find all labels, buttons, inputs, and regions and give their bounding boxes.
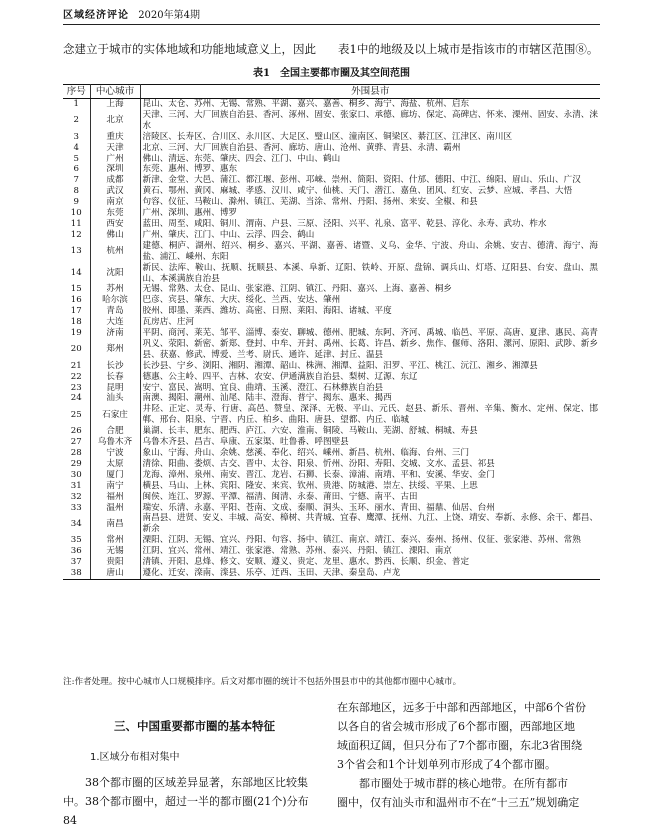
row-center-city: 佛山	[90, 230, 140, 241]
row-counties: 乌鲁木齐县、昌吉、阜康、五家渠、吐鲁番、呼图壁县	[142, 437, 349, 448]
table-row	[63, 513, 600, 535]
row-index: 21	[63, 361, 90, 372]
row-counties: 广州、深圳、惠州、博罗	[142, 208, 238, 219]
table-row	[63, 110, 600, 132]
table-row	[63, 404, 600, 426]
row-counties: 井陉、正定、灵寿、行唐、高邑、赞皇、深泽、无极、平山、元氏、赵县、新乐、晋州、辛集、衡水、定州、保定、邯郸、邢台、阳泉、宁晋、内丘、柏乡、曲阳、唐县、望都、内丘、临城	[142, 404, 598, 426]
table-row	[63, 263, 600, 285]
row-counties: 黄石、鄂州、黄冈、麻城、孝感、汉川、咸宁、仙桃、天门、潜江、嘉鱼、团风、红安、云梦、应城、孝昌、大悟	[142, 186, 573, 197]
intro-right-line: 表1中的地级及以上城市是指该市的市辖区范围⑧。	[338, 42, 599, 56]
row-index: 18	[63, 317, 90, 328]
row-counties: 昆山、太仓、苏州、无锡、常熟、平湖、嘉兴、嘉善、桐乡、海宁、海盐、杭州、启东	[142, 99, 470, 109]
row-center-city: 武汉	[90, 186, 140, 197]
row-index: 29	[63, 459, 90, 470]
row-index: 12	[63, 230, 90, 241]
table-row	[63, 546, 600, 557]
row-center-city: 深圳	[90, 164, 140, 175]
table-note: 注:作者处理。按中心城市人口规模排序。后文对都市圈的统计不包括外围县市中的其他都市圈中心城市。	[63, 677, 462, 687]
row-counties: 溧阳、江阴、无锡、宜兴、丹阳、句容、扬中、镇江、南京、靖江、泰兴、泰州、扬州、仪征、张家港、苏州、常熟	[142, 535, 581, 546]
row-center-city: 乌鲁木齐	[90, 437, 140, 448]
row-center-city: 青岛	[90, 306, 140, 317]
row-index: 28	[63, 448, 90, 459]
row-counties: 建德、桐庐、湖州、绍兴、桐乡、嘉兴、平湖、嘉善、诸暨、义乌、金华、宁波、舟山、余姚、安吉、德清、海宁、海盐、浦江、嵊州、东阳	[142, 240, 598, 262]
row-center-city: 济南	[90, 328, 140, 339]
table-row	[63, 295, 600, 306]
row-center-city: 西安	[90, 219, 140, 230]
row-center-city: 苏州	[90, 284, 140, 295]
paragraph-line: 38个都市圈的区域差异显著，东部地区比较集	[85, 776, 308, 789]
row-counties: 清徐、阳曲、娄烦、古交、晋中、太谷、阳泉、忻州、汾阳、寿阳、交城、文水、孟县、祁县	[142, 458, 495, 469]
row-center-city: 厦门	[90, 470, 140, 481]
paragraph-line: 域面积辽阔，但只分布了7个都市圈，东北3省围绕	[337, 739, 582, 752]
row-index: 8	[63, 186, 90, 197]
row-center-city: 郑州	[90, 339, 140, 361]
table-row	[63, 208, 600, 219]
row-counties: 新民、法库、鞍山、抚顺、抚顺县、本溪、阜新、辽阳、铁岭、开原、盘锦、调兵山、灯塔、辽阳县、台安、盘山、黑山、本溪满族自治县	[142, 262, 598, 284]
table-row	[63, 503, 600, 514]
paragraph-line: 3个省会和1个计划单列市形成了4个都市圈。	[337, 758, 556, 771]
row-counties: 平阴、商河、莱芜、邹平、淄博、泰安、聊城、德州、肥城、东阿、齐河、禹城、临邑、平原、高唐、夏津、惠民、高青	[142, 328, 598, 339]
row-center-city: 太原	[90, 459, 140, 470]
row-center-city: 汕头	[90, 393, 140, 404]
row-counties: 北京、三河、大厂回族自治县、香河、廊坊、唐山、沧州、黄骅、青县、永清、霸州	[142, 142, 461, 153]
row-index: 38	[63, 568, 90, 579]
intro-left-line: 念建立于城市的实体地域和功能地域意义上，因此	[63, 42, 316, 56]
row-index: 10	[63, 208, 90, 219]
table-row	[63, 132, 600, 143]
row-index: 16	[63, 295, 90, 306]
row-counties: 瑞安、乐清、永嘉、平阳、苍南、文成、泰顺、洞头、玉环、丽水、青田、福鼎、仙居、台州	[142, 502, 495, 513]
row-counties: 安宁、富民、嵩明、宜良、曲靖、玉溪、澄江、石林彝族自治县	[142, 382, 384, 393]
table-row	[63, 328, 600, 339]
row-index: 36	[63, 546, 90, 557]
row-counties: 闽侯、连江、罗源、平潭、福清、闽清、永泰、莆田、宁德、南平、古田	[142, 491, 418, 502]
table-row	[63, 470, 600, 481]
row-index: 27	[63, 437, 90, 448]
row-counties: 蓝田、周至、咸阳、铜川、渭南、户县、三原、泾阳、兴平、礼泉、富平、乾县、淳化、永寿、武功、柞水	[142, 218, 547, 229]
left-column-text	[63, 773, 326, 811]
row-index: 4	[63, 143, 90, 154]
row-index: 15	[63, 284, 90, 295]
row-counties: 德惠、公主岭、四平、吉林、农安、伊通满族自治县、梨树、辽源、东辽	[142, 371, 418, 382]
row-center-city: 北京	[90, 110, 140, 132]
row-center-city: 哈尔滨	[90, 295, 140, 306]
row-counties: 无锡、常熟、太仓、昆山、张家港、江阴、镇江、丹阳、嘉兴、上海、嘉善、桐乡	[142, 284, 452, 295]
row-counties: 巩义、荥阳、新密、新郑、登封、中牟、开封、禹州、长葛、许昌、新乡、焦作、偃师、洛阳、漯河、原阳、武陟、新乡县、获嘉、修武、博爱、兰考、尉氏、通许、延津、封丘、温县	[142, 338, 598, 360]
table-row	[63, 154, 600, 165]
row-center-city: 唐山	[90, 568, 140, 579]
row-counties: 天津、三河、大厂回族自治县、香河、涿州、固安、张家口、承德、廊坊、保定、高碑店、怀来、溧州、固安、永清、涞水	[142, 109, 598, 131]
table-row	[63, 175, 600, 186]
row-center-city: 东莞	[90, 208, 140, 219]
table-row	[63, 492, 600, 503]
row-center-city: 成都	[90, 175, 140, 186]
table-row	[63, 197, 600, 208]
table-header-row	[63, 85, 600, 99]
metro-areas-table	[63, 84, 600, 580]
row-index: 3	[63, 132, 90, 143]
row-center-city: 重庆	[90, 132, 140, 143]
table-row	[63, 568, 600, 579]
row-counties: 横县、马山、上林、宾阳、隆安、来宾、钦州、贵港、防城港、崇左、扶绥、平果、上思	[142, 480, 478, 491]
table-row	[63, 164, 600, 175]
row-index: 35	[63, 535, 90, 546]
row-index: 24	[63, 393, 90, 404]
row-center-city: 南宁	[90, 481, 140, 492]
paragraph-line: 以各自的省会城市形成了6个都市圈，西部地区地	[337, 720, 575, 733]
row-index: 9	[63, 197, 90, 208]
row-index: 34	[63, 513, 90, 535]
table-row	[63, 317, 600, 328]
row-counties: 长沙县、宁乡、浏阳、湘阴、湘潭、韶山、株洲、湘潭、益阳、汨罗、平江、桃江、沅江、湘乡、湘潭县	[142, 360, 538, 371]
row-center-city: 昆明	[90, 383, 140, 394]
table-row	[63, 230, 600, 241]
table-row	[63, 426, 600, 437]
paragraph-line: 都市圈处于城市群的核心地带。在所有都市	[359, 777, 568, 790]
row-counties: 瓦房店、庄河	[142, 317, 195, 328]
row-counties: 涪陵区、长寿区、合川区、永川区、大足区、璧山区、潼南区、铜梁区、綦江区、江津区、南川区	[142, 131, 513, 142]
row-index: 19	[63, 328, 90, 339]
table-caption: 表1 全国主要都市圈及其空间范围	[253, 68, 410, 79]
row-index: 33	[63, 503, 90, 514]
row-counties: 江阴、宜兴、常州、靖江、张家港、常熟、苏州、泰兴、丹阳、镇江、溧阳、南京	[142, 546, 452, 557]
row-index: 17	[63, 306, 90, 317]
row-index: 1	[63, 99, 90, 110]
row-center-city: 合肥	[90, 426, 140, 437]
row-counties: 句容、仪征、马鞍山、滁州、镇江、芜湖、当涂、常州、丹阳、扬州、来安、全椒、和县	[142, 197, 478, 208]
issue-label: 2020年第4期	[138, 10, 200, 21]
row-index: 25	[63, 404, 90, 426]
section-heading: 三、中国重要都市圈的基本特征	[114, 719, 275, 733]
row-counties: 南澳、揭阳、潮州、汕尾、陆丰、澄海、普宁、揭东、惠来、揭西	[142, 393, 392, 404]
table-row	[63, 339, 600, 361]
row-center-city: 长沙	[90, 361, 140, 372]
row-counties: 龙海、漳州、泉州、南安、晋江、龙岩、石狮、长泰、漳浦、南靖、平和、安溪、华安、金门	[142, 469, 495, 480]
subsection-heading: 1.区域分布相对集中	[90, 752, 180, 763]
table-row	[63, 437, 600, 448]
table-row	[63, 535, 600, 546]
table-row	[63, 372, 600, 383]
row-center-city: 温州	[90, 503, 140, 514]
row-center-city: 无锡	[90, 546, 140, 557]
row-index: 26	[63, 426, 90, 437]
row-index: 2	[63, 110, 90, 132]
table-row	[63, 186, 600, 197]
table-row	[63, 219, 600, 230]
row-center-city: 广州	[90, 154, 140, 165]
row-index: 23	[63, 383, 90, 394]
row-counties: 广州、肇庆、江门、中山、云浮、四会、鹤山	[142, 229, 315, 240]
row-counties: 巢湖、长丰、肥东、肥西、庐江、六安、淮南、铜陵、马鞍山、芜湖、舒城、桐城、寿县	[142, 426, 478, 437]
row-counties: 佛山、清远、东莞、肇庆、四会、江门、中山、鹤山	[142, 153, 341, 164]
table-row	[63, 383, 600, 394]
row-counties: 新津、金堂、大邑、蒲江、都江堰、彭州、邛崃、崇州、简阳、资阳、什邡、德阳、中江、绵阳、眉山、乐山、广汉	[142, 175, 581, 186]
table-row	[63, 557, 600, 568]
paragraph-line: 圈中，仅有汕头市和温州市不在“十三五”规划确定	[337, 796, 580, 809]
row-counties: 遵化、迁安、滦南、滦县、乐亭、迁西、玉田、天津、秦皇岛、卢龙	[140, 568, 600, 579]
row-counties: 胶州、即墨、莱西、潍坊、高密、日照、莱阳、海阳、诸城、平度	[142, 306, 392, 317]
row-center-city: 福州	[90, 492, 140, 503]
running-header	[63, 8, 600, 25]
row-index: 31	[63, 481, 90, 492]
row-index: 7	[63, 175, 90, 186]
row-center-city: 贵阳	[90, 557, 140, 568]
row-index: 20	[63, 339, 90, 361]
row-index: 37	[63, 557, 90, 568]
row-center-city: 宁波	[90, 448, 140, 459]
row-center-city: 杭州	[90, 241, 140, 263]
row-center-city: 天津	[90, 143, 140, 154]
table-row	[63, 459, 600, 470]
row-index: 30	[63, 470, 90, 481]
row-index: 14	[63, 263, 90, 285]
row-counties: 象山、宁海、舟山、余姚、慈溪、奉化、绍兴、嵊州、新昌、杭州、临海、台州、三门	[142, 448, 470, 458]
table-row	[63, 241, 600, 263]
row-index: 11	[63, 219, 90, 230]
row-counties: 清镇、开阳、息烽、修文、安顺、遵义、贵定、龙里、惠水、黔西、长顺、织金、普定	[142, 557, 470, 568]
journal-name: 区域经济评论	[63, 10, 129, 21]
row-index: 6	[63, 164, 90, 175]
table-row	[63, 393, 600, 404]
row-center-city: 石家庄	[90, 404, 140, 426]
row-index: 13	[63, 241, 90, 263]
row-counties: 巴彦、宾县、肇东、大庆、绥化、兰西、安达、肇州	[142, 295, 341, 306]
row-center-city: 南昌	[90, 513, 140, 535]
row-center-city: 常州	[90, 535, 140, 546]
col-header-center-city: 中心城市	[90, 85, 140, 99]
table-row	[63, 361, 600, 372]
row-center-city: 南京	[90, 197, 140, 208]
row-index: 22	[63, 372, 90, 383]
row-counties: 东莞、惠州、博罗、惠东	[142, 164, 238, 175]
table-row	[63, 481, 600, 492]
row-counties: 南昌县、进贤、安义、丰城、高安、樟树、共青城、宜春、鹰潭、抚州、九江、上饶、靖安、奉新、永修、余干、都昌、新余	[142, 513, 598, 535]
row-center-city: 上海	[90, 99, 140, 110]
row-index: 5	[63, 154, 90, 165]
col-header-counties: 外围县市	[140, 85, 600, 99]
table-row	[63, 284, 600, 295]
row-center-city: 长春	[90, 372, 140, 383]
row-index: 32	[63, 492, 90, 503]
right-column-text	[337, 698, 600, 812]
paragraph-line: 在东部地区，远多于中部和西部地区，中部6个省份	[337, 701, 586, 714]
table-row	[63, 306, 600, 317]
table-row	[63, 448, 600, 459]
paragraph-line: 中。38个都市圈中，超过一半的都市圈(21个)分布	[63, 795, 309, 808]
table-row	[63, 99, 600, 110]
page-number: 84	[63, 814, 77, 827]
row-center-city: 大连	[90, 317, 140, 328]
row-center-city: 沈阳	[90, 263, 140, 285]
col-header-index: 序号	[63, 85, 90, 99]
table-row	[63, 143, 600, 154]
